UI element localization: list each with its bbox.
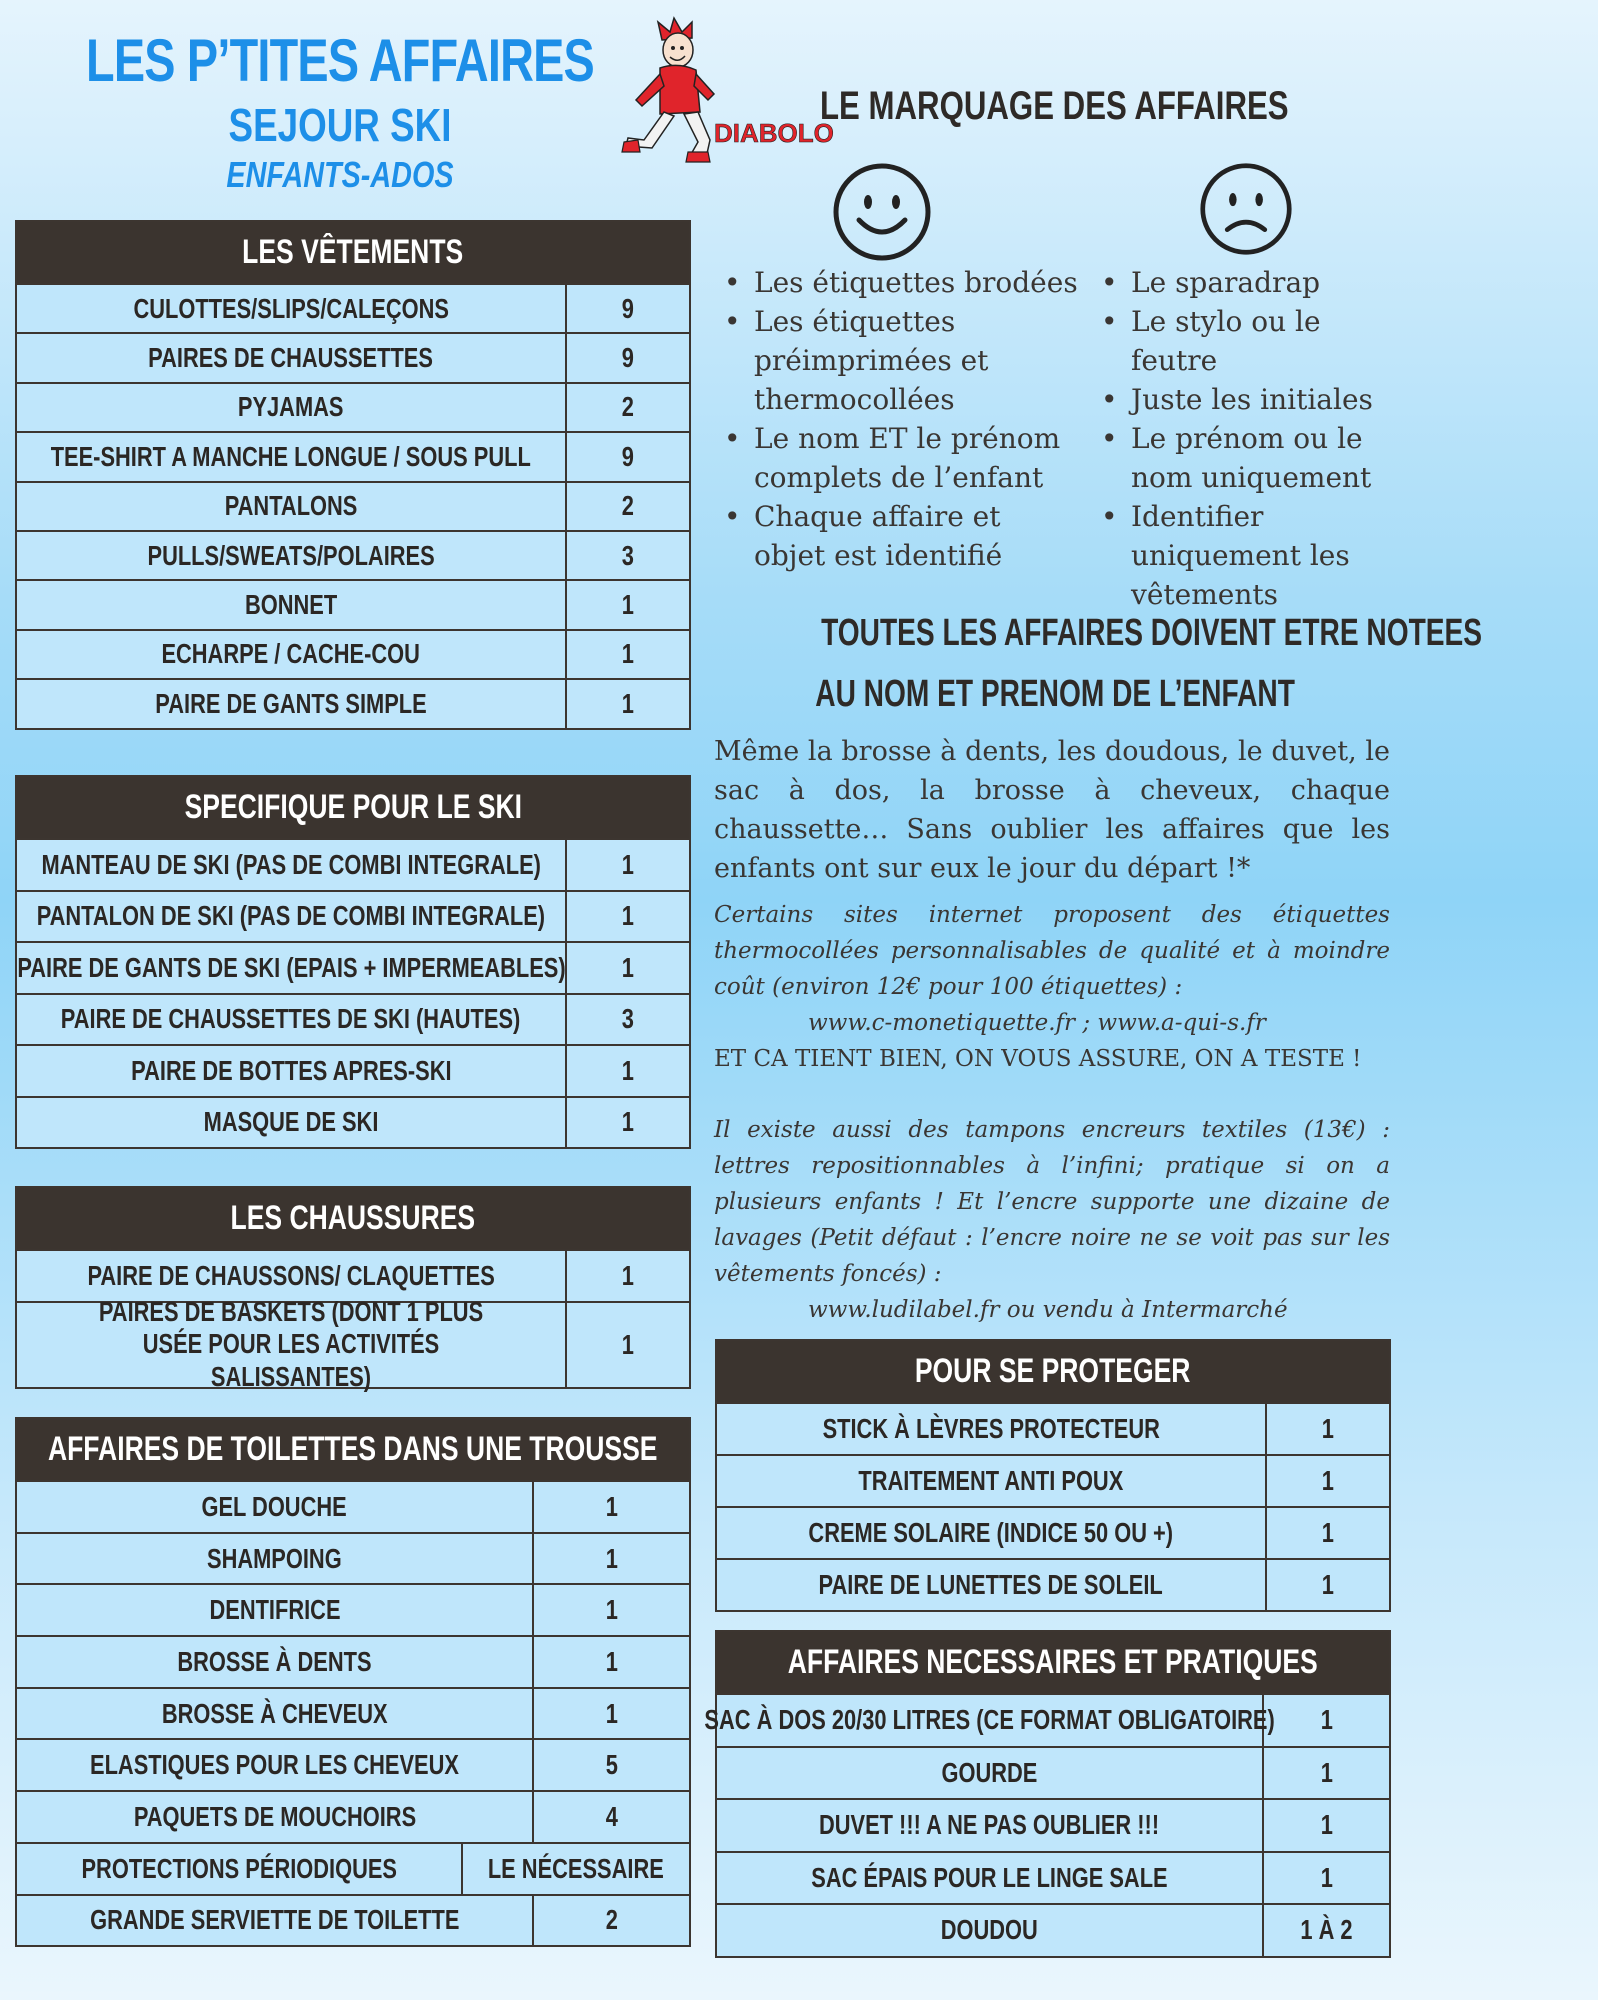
table-row [17,1583,689,1635]
item-quantity-cell [565,1251,689,1301]
item-name: STICK À LÈVRES PROTECTEUR [822,1413,1160,1444]
chaussures-title: LES CHAUSSURES [230,1199,476,1237]
table-row [717,1558,1389,1610]
item-quantity-cell [565,892,689,942]
table-row [17,678,689,727]
labels-tip-text: Certains sites internet proposent des étiquettes thermocollées personnalisables de qualité et à moindre coût (environ 12€ pour 100 étiquettes) : [714,902,1390,1000]
item-name-cell [17,285,565,332]
ski-header [17,777,689,838]
proteger-header [717,1341,1389,1402]
item-name: TRAITEMENT ANTI POUX [858,1465,1124,1496]
diabolo-logo [618,16,834,166]
pratiques-header [717,1632,1389,1693]
item-name-cell [17,334,565,381]
item-name-cell [17,1482,532,1532]
item-name: DOUDOU [940,1914,1039,1946]
table-row [17,332,689,381]
item-name-cell [17,1740,532,1790]
item-quantity: 2 [605,1904,618,1936]
table-row [17,993,689,1045]
table-row [17,1096,689,1148]
table-row [17,579,689,628]
logo-text: DIABOLO [714,118,834,148]
labels-tip-sites: www.c-monetiquette.fr ; www.a-qui-s.fr [808,1010,1266,1036]
table-row [17,1296,689,1392]
item-quantity: 1 [605,1490,618,1522]
notice-line-1: TOUTES LES AFFAIRES DOIVENT ETRE NOTEES [821,612,1483,654]
table-row [717,1454,1389,1506]
item-name-cell [717,1456,1265,1506]
item-name-cell [17,1585,532,1635]
item-quantity-cell [565,631,689,678]
item-name-cell [17,1046,565,1096]
item-name: BROSSE À DENTS [177,1645,372,1677]
item-quantity-cell [532,1585,689,1635]
item-quantity-cell [565,1303,689,1387]
notice-paragraph: Même la brosse à dents, les doudous, le duvet, le sac à dos, la brosse à cheveux, chaque chaussette… Sans oublier les affaires que les enfants ont sur eux le jour du départ !* [714,736,1390,884]
item-quantity: 1 [605,1697,618,1729]
item-name: ELASTIQUES POUR LES CHEVEUX [90,1749,459,1781]
item-name-cell [17,1251,565,1301]
table-row [17,1790,689,1842]
item-name-cell [717,1560,1265,1610]
item-quantity-cell [461,1844,689,1894]
list-item: • Le sparadrap [1097,263,1412,302]
item-quantity-cell [565,1046,689,1096]
item-quantity: 1 [621,687,635,719]
item-quantity: 1 [621,1259,635,1291]
item-quantity: 3 [621,539,635,571]
item-quantity-cell [1262,1853,1389,1904]
marquage-title: LE MARQUAGE DES AFFAIRES [820,84,1289,128]
pratiques-table [704,1630,1391,1958]
item-name-cell [17,1689,532,1739]
table-row [17,1044,689,1096]
item-quantity-cell [1262,1905,1389,1956]
toilette-header [17,1419,689,1480]
item-name-cell [704,1695,1275,1746]
item-quantity-cell [565,581,689,628]
item-name-cell [17,631,565,678]
item-quantity-cell [532,1740,689,1790]
item-name-cell [717,1905,1262,1956]
chaussures-table [15,1186,691,1392]
table-row [17,1635,689,1687]
item-name: GOURDE [941,1756,1038,1788]
item-quantity: 2 [621,490,635,522]
item-quantity-cell [1265,1560,1389,1610]
item-quantity: 1 [1321,1465,1335,1496]
vetements-table [15,220,691,730]
item-quantity: 1 [1321,1569,1335,1600]
vetements-title: LES VÊTEMENTS [242,233,464,271]
page-audience: ENFANTS-ADOS [226,154,454,195]
list-item: • Juste les initiales [1097,380,1412,419]
item-quantity: 3 [621,1003,635,1035]
table-row [717,1402,1389,1454]
pratiques-rows [704,1693,1389,1956]
item-name-cell [17,1098,565,1148]
item-quantity-cell [565,840,689,890]
table-row [717,1903,1389,1956]
item-quantity: 1 [605,1594,618,1626]
list-item: • Les étiquettes préimprimées et thermocollées [720,302,1080,419]
item-name: PROTECTIONS PÉRIODIQUES [81,1852,397,1884]
item-quantity: 1 [621,848,635,880]
item-name: ECHARPE / CACHE-COU [161,638,421,670]
item-name: PULLS/SWEATS/POLAIRES [147,539,435,571]
item-name: PAIRE DE CHAUSSONS/ CLAQUETTES [87,1259,495,1291]
list-item: • Les étiquettes brodées [720,263,1080,302]
item-quantity-cell [532,1792,689,1842]
item-name: PAIRES DE BASKETS (DONT 1 PLUS USÉE POUR LES ACTIVITÉS SALISSANTES) [98,1296,484,1392]
toilette-rows [17,1480,689,1945]
item-quantity: 1 [621,900,635,932]
item-quantity: 5 [605,1749,618,1781]
item-quantity-cell [532,1896,689,1946]
item-quantity-cell [532,1637,689,1687]
item-name-cell [717,1748,1262,1799]
good-marking-list [720,263,1080,575]
item-quantity-cell [1265,1508,1389,1558]
item-name: SAC À DOS 20/30 LITRES (CE FORMAT OBLIGATOIRE) [704,1704,1275,1736]
item-quantity-cell [565,995,689,1045]
item-quantity-cell [1265,1404,1389,1454]
table-row [17,1738,689,1790]
item-quantity: 1 [605,1645,618,1677]
item-name-cell [17,433,565,480]
chaussures-header [17,1188,689,1249]
item-name: TEE-SHIRT A MANCHE LONGUE / SOUS PULL [50,440,532,472]
item-quantity-cell [1262,1800,1389,1851]
item-name: DENTIFRICE [208,1594,341,1626]
item-quantity: 1 [621,1106,635,1138]
item-name: PAIRE DE GANTS SIMPLE [155,687,427,719]
item-name-cell [717,1508,1265,1558]
item-quantity-cell [532,1534,689,1584]
item-name: MASQUE DE SKI [203,1106,379,1138]
item-quantity: 1 À 2 [1300,1914,1353,1946]
item-quantity-cell [565,943,689,993]
item-name-cell [717,1800,1262,1851]
stamps-tip [714,1112,1390,1328]
table-row [17,629,689,678]
item-quantity: 9 [621,342,635,374]
table-row [17,1480,689,1532]
item-name-cell [17,1296,565,1392]
chaussures-rows [17,1249,689,1392]
item-quantity-cell [565,680,689,727]
table-row [17,1842,689,1894]
proteger-table [715,1339,1391,1612]
table-row [17,1687,689,1739]
proteger-title: POUR SE PROTEGER [915,1352,1191,1390]
item-name: PAIRE DE CHAUSSETTES DE SKI (HAUTES) [61,1003,521,1035]
item-quantity-cell [1265,1456,1389,1506]
item-name: PAIRE DE GANTS DE SKI (EPAIS + IMPERMEABLES) [16,951,566,983]
table-row [717,1851,1389,1904]
toilette-table [15,1417,691,1947]
table-row [17,431,689,480]
labels-tip [714,897,1390,1077]
item-name: PAIRE DE BOTTES APRES-SKI [130,1054,452,1086]
item-quantity: 9 [621,292,635,324]
table-row [717,1798,1389,1851]
item-quantity: 4 [605,1800,618,1832]
item-name-cell [17,892,565,942]
table-row [17,838,689,890]
stamps-tip-sites: www.ludilabel.fr ou vendu à Intermarché [808,1297,1288,1323]
vetements-header [17,222,689,283]
item-name: PANTALONS [224,490,358,522]
page-title: LES P’TITES AFFAIRES [86,27,594,94]
pratiques-title: AFFAIRES NECESSAIRES ET PRATIQUES [788,1643,1318,1681]
item-quantity-cell [1262,1695,1389,1746]
item-name-cell [17,1534,532,1584]
vetements-rows [17,283,689,728]
item-quantity-cell [565,1098,689,1148]
item-name: GRANDE SERVIETTE DE TOILETTE [89,1904,460,1936]
item-quantity: 1 [605,1542,618,1574]
item-name: SHAMPOING [207,1542,342,1574]
item-name-cell [17,384,565,431]
item-quantity: 1 [621,1054,635,1086]
item-quantity-cell [565,483,689,530]
item-name-cell [17,483,565,530]
item-name-cell [17,532,565,579]
bad-marking-list [1097,263,1412,614]
item-name-cell [717,1853,1262,1904]
item-name: MANTEAU DE SKI (PAS DE COMBI INTEGRALE) [41,848,541,880]
item-quantity: 1 [1320,1704,1333,1736]
item-name-cell [17,1896,532,1946]
table-row [717,1746,1389,1799]
table-row [17,382,689,431]
item-name: PAQUETS DE MOUCHOIRS [133,1800,416,1832]
item-name: PANTALON DE SKI (PAS DE COMBI INTEGRALE) [36,900,546,932]
item-quantity: 1 [1320,1756,1333,1788]
item-name-cell [717,1404,1265,1454]
list-item: • Le stylo ou le feutre [1097,302,1412,380]
labels-tip-note: ET CA TIENT BIEN, ON VOUS ASSURE, ON A TESTE ! [714,1046,1362,1072]
table-row [17,890,689,942]
item-quantity-cell [565,384,689,431]
item-quantity: LE NÉCESSAIRE [488,1852,665,1884]
table-row [17,1249,689,1301]
item-quantity-cell [565,334,689,381]
item-quantity: 1 [621,951,635,983]
item-name: BONNET [244,589,338,621]
item-name-cell [17,680,565,727]
item-name-cell [17,995,565,1045]
item-name: BROSSE À CHEVEUX [161,1697,388,1729]
item-name-cell [17,943,565,993]
item-name: SAC ÉPAIS POUR LE LINGE SALE [811,1861,1168,1893]
item-name-cell [17,1637,532,1687]
notice-line-2: AU NOM ET PRENOM DE L’ENFANT [815,673,1295,715]
happy-face-icon [832,162,932,262]
item-quantity: 1 [621,1328,635,1360]
table-row [17,481,689,530]
item-quantity-cell [565,285,689,332]
ski-title: SPECIFIQUE POUR LE SKI [184,788,522,826]
table-row [17,1532,689,1584]
item-name-cell [17,1844,461,1894]
table-row [704,1693,1389,1746]
item-name: PAIRES DE CHAUSSETTES [148,342,434,374]
item-quantity-cell [532,1482,689,1532]
table-row [17,1894,689,1946]
item-quantity: 2 [621,391,635,423]
table-row [17,530,689,579]
table-row [717,1506,1389,1558]
item-quantity-cell [1262,1748,1389,1799]
item-quantity-cell [532,1689,689,1739]
item-quantity: 1 [621,638,635,670]
item-name-cell [17,581,565,628]
ski-table [15,775,691,1149]
list-item: • Identifier uniquement les vêtements [1097,497,1412,614]
toilette-title: AFFAIRES DE TOILETTES DANS UNE TROUSSE [48,1430,658,1468]
item-name: CREME SOLAIRE (INDICE 50 OU +) [808,1517,1174,1548]
list-item: • Le prénom ou le nom uniquement [1097,419,1412,497]
item-quantity: 1 [1321,1517,1335,1548]
item-name-cell [17,1792,532,1842]
list-item: • Chaque affaire et objet est identifié [720,497,1080,575]
table-row [17,941,689,993]
item-quantity: 1 [621,589,635,621]
item-quantity: 1 [1320,1861,1333,1893]
item-name: PYJAMAS [238,391,344,423]
item-name: PAIRE DE LUNETTES DE SOLEIL [818,1569,1164,1600]
list-item: • Le nom ET le prénom complets de l’enfant [720,419,1080,497]
stamps-tip-text: Il existe aussi des tampons encreurs textiles (13€) : lettres repositionnables à l’infini; pratique si on a plusieurs enfants ! Et l’encre supporte une dizaine de lavages (Petit défaut : l’encre noire ne se voit pas sur les vêtements foncés) : [714,1117,1390,1287]
sad-face-icon [1199,162,1293,256]
page-subtitle: SEJOUR SKI [228,99,452,151]
item-name-cell [17,840,565,890]
ski-rows [17,838,689,1147]
item-quantity: 9 [621,440,635,472]
item-quantity-cell [565,532,689,579]
item-quantity-cell [565,433,689,480]
item-quantity: 1 [1321,1413,1335,1444]
proteger-rows [717,1402,1389,1610]
item-name: GEL DOUCHE [201,1490,348,1522]
item-name: CULOTTES/SLIPS/CALEÇONS [133,292,449,324]
item-name: DUVET !!! A NE PAS OUBLIER !!! [819,1809,1160,1841]
item-quantity: 1 [1320,1809,1333,1841]
table-row [17,283,689,332]
